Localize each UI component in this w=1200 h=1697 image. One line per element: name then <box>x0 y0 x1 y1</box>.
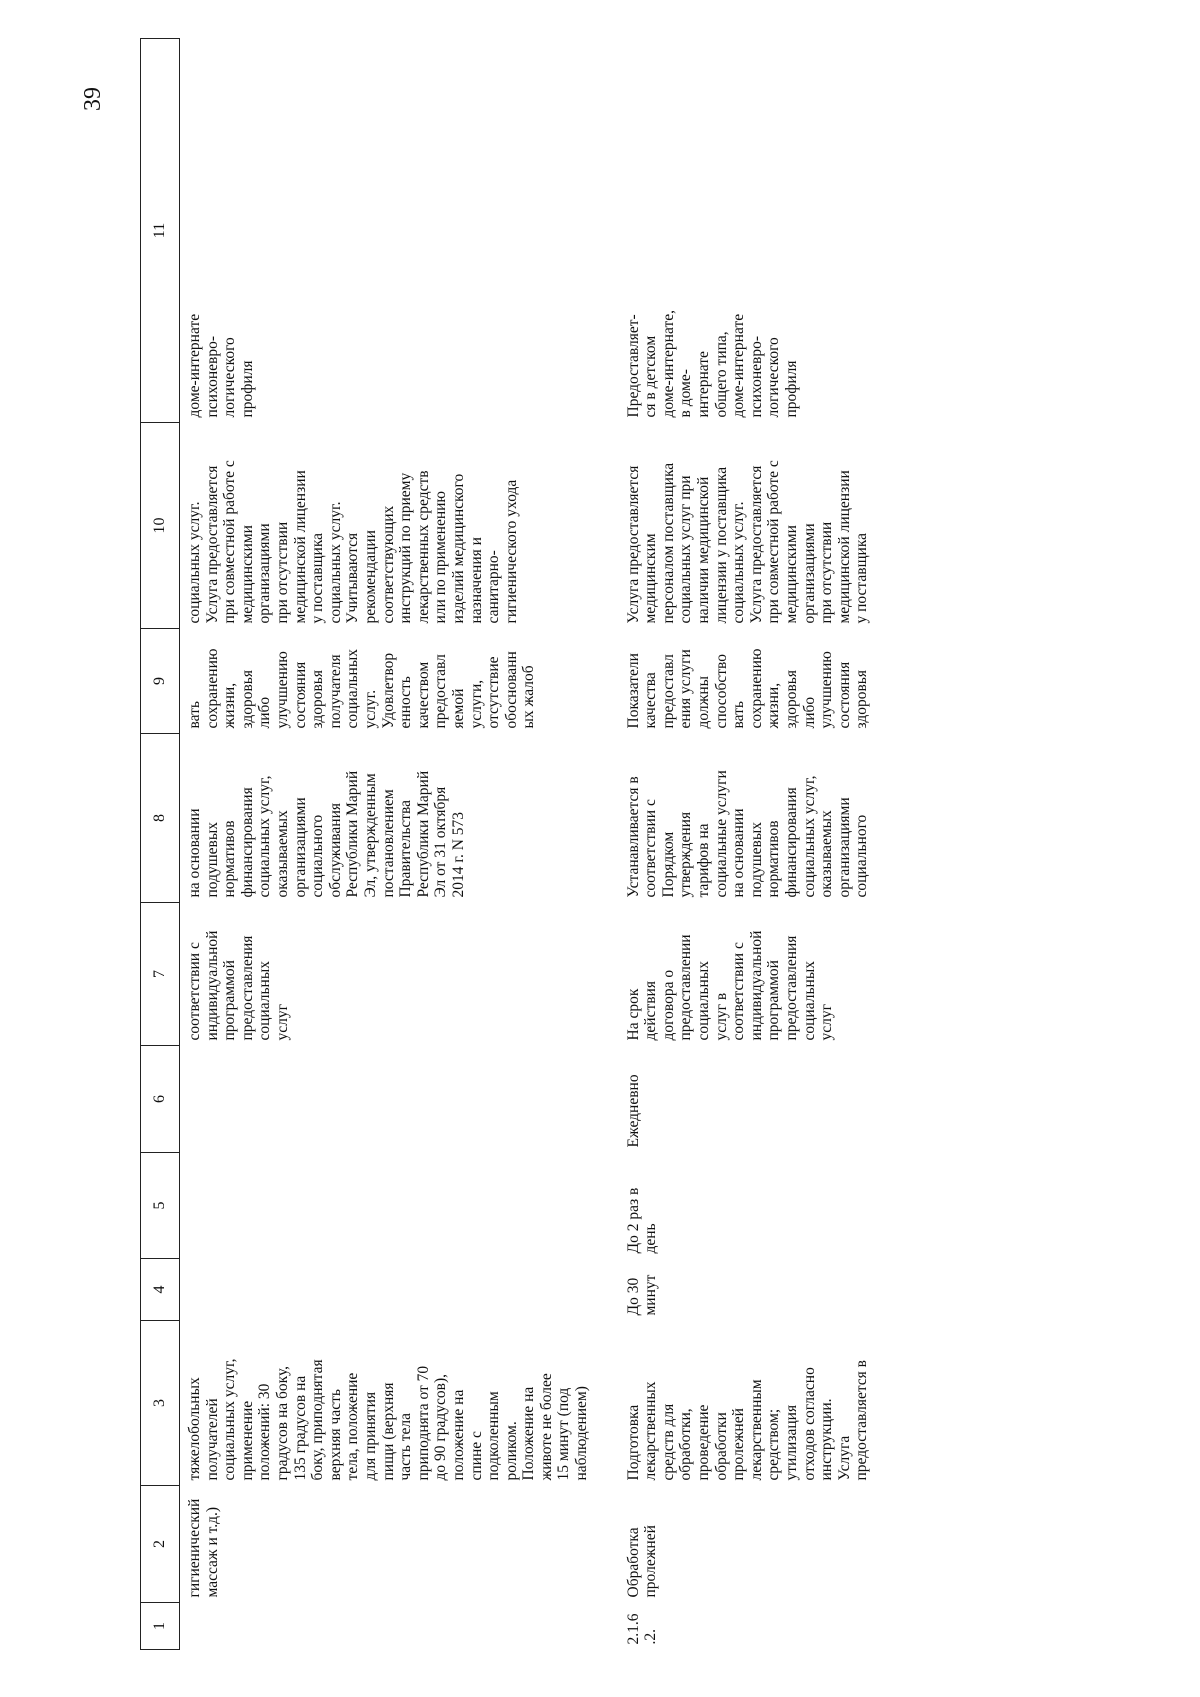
header-row <box>141 39 180 1650</box>
col-header-6: 6 <box>141 1046 180 1153</box>
col-header-2: 2 <box>141 1486 180 1603</box>
col-header-8: 8 <box>141 734 180 903</box>
page-number: 39 <box>80 87 106 111</box>
services-table <box>140 38 881 1650</box>
cell-tariff: Устанавливается в соответствии с Порядком утверждения тарифов на социальные услуги на основании подушевых нормативов финансирования социальных услуг, оказываемых организациями социального <box>624 770 871 898</box>
cell-number: 2.1.6 .2. <box>624 1613 660 1645</box>
cell-description: Подготовка лекарственных средств для обработки, проведение обработки пролежней лекарственным средством; утилизация отходов согласно инструкции. Услуга предоставляется в <box>624 1360 871 1481</box>
cell-place: доме-интернате психоневро- логического профиля <box>186 313 256 418</box>
col-header-9: 9 <box>141 629 180 734</box>
table-row <box>619 39 881 1650</box>
col-header-3: 3 <box>141 1321 180 1486</box>
col-header-1: 1 <box>141 1603 180 1650</box>
col-header-10: 10 <box>141 423 180 629</box>
cell-periodicity <box>180 1046 619 1153</box>
cell-duration: До 30 минут <box>624 1274 660 1316</box>
cell-service-name: гигиенический массаж и т.д.) <box>186 1498 221 1598</box>
cell-frequency <box>180 1153 619 1259</box>
cell-term: На срок действия договора о предоставлении социальных услуг в соответствии с индивидуальной программой предоставления социальных услуг <box>624 930 836 1041</box>
cell-service-name: Обработка пролежней <box>624 1525 660 1598</box>
col-header-7: 7 <box>141 903 180 1046</box>
cell-tariff: на основании подушевых нормативов финансирования социальных услуг, оказываемых организациями социального обслуживания Республики Марий Эл, утвержденным постановлением Правительства Республики Марий Эл от 31 октября 2014 г. N 573 <box>186 770 467 898</box>
cell-periodicity: Ежедневно <box>624 1074 642 1148</box>
cell-description: тяжелобольных получателей социальных услуг, применение положений: 30 градусов на боку, 135 градусов на боку, приподнятая верхняя часть тела, положение для принятия пищи (верхняя часть тела приподнята от 70 до 90 градусов), положение на спине с подколенным роликом. Положение на животе не более 15 минут (под наблюдением) <box>186 1358 591 1481</box>
cell-quality: вать сохранению жизни, здоровья либо улучшению состояния здоровья получателя социальных услуг. Удовлетвор енность качеством предоставл яемой услуги, отсутствие обоснованн ых жалоб <box>186 648 538 729</box>
cell-conditions: Услуга предоставляется медицинским персоналом поставщика социальных услуг при наличии медицинской лицензии у поставщика социальных услуг. Услуга предоставляется при совместной работе с медицинскими организациями при отсутствии медицинской лицензии у поставщика <box>624 460 871 624</box>
cell-conditions: социальных услуг. Услуга предоставляется при совместной работе с медицинскими организациями при отсутствии медицинской лицензии у поставщика социальных услуг. Учитываются рекомендации соответствующих инструкций по приему лекарственных средств или по применению изделий медицинского назначения и санитарно- гигиенического ухода <box>186 460 520 624</box>
col-header-5: 5 <box>141 1153 180 1259</box>
col-header-11: 11 <box>141 39 180 423</box>
cell-frequency: До 2 раз в день <box>624 1187 660 1254</box>
col-header-4: 4 <box>141 1259 180 1321</box>
table-row <box>180 39 619 1650</box>
cell-place: Предоставляет- ся в детском доме-интернате, в доме- интернате общего типа, доме-интернате психоневро- логического профиля <box>624 310 800 418</box>
cell-duration <box>180 1259 619 1321</box>
cell-quality: Показатели качества предоставл ения услуги должны способство вать сохранению жизни, здоровья либо улучшению состояния здоровья <box>624 648 871 729</box>
cell-number <box>180 1603 619 1650</box>
cell-term: соответствии с индивидуальной программой предоставления социальных услуг <box>186 930 291 1041</box>
